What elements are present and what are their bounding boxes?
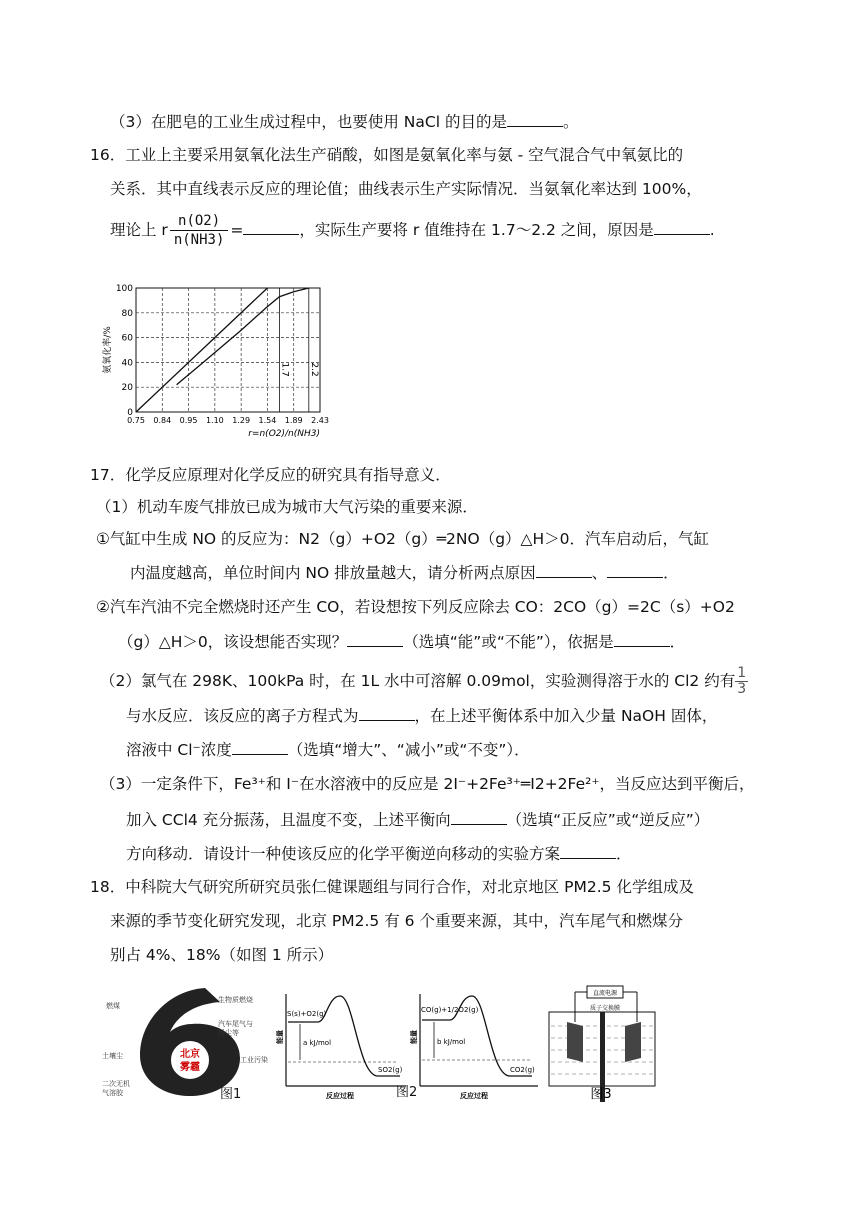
q16-line3 — [110, 212, 715, 249]
q17-p3-line2 — [126, 808, 709, 831]
plot-frame — [136, 288, 320, 412]
q17-p1b-line2 — [118, 630, 685, 653]
fig2a-energy: a kJ/mol — [303, 1039, 332, 1047]
fig3-power-label: 直流电源 — [592, 990, 618, 997]
q17-p1b-pre: （g）△H＞0，该设想能否实现？ — [118, 633, 348, 651]
q15-3-end: 。 — [562, 113, 579, 131]
q17-p2-line3-pre: 溶液中 Cl⁻浓度 — [126, 741, 232, 759]
fig1-left-4: 气溶胶 — [102, 1089, 123, 1097]
answer-blank[interactable] — [359, 704, 415, 721]
x-tick-label: 0.95 — [179, 416, 198, 425]
answer-blank[interactable] — [614, 630, 670, 647]
q17-p1b-line1: ②汽车汽油不完全燃烧时还产生 CO，若设想按下列反应除去 CO：2CO（g）=2C（s）+O2 — [96, 598, 735, 616]
one-third-fraction — [735, 666, 748, 697]
answer-blank[interactable] — [654, 218, 710, 235]
answer-blank[interactable] — [536, 561, 592, 578]
y-tick-label: 20 — [121, 383, 133, 394]
answer-blank[interactable] — [347, 630, 403, 647]
fig2a-ylabel: 能量 — [276, 1030, 284, 1044]
separator: 、 — [591, 564, 608, 582]
x-tick-label: 1.10 — [205, 416, 224, 425]
q17-p2-line3 — [126, 738, 530, 761]
y-tick-label: 60 — [121, 333, 133, 344]
figure-3-electrolysis — [545, 982, 660, 1102]
fig2a-reactant: S(s)+O2(g) — [287, 1010, 327, 1018]
answer-blank[interactable] — [507, 110, 563, 127]
q16-line2: 关系．其中直线表示反应的理论值；曲线表示生产实际情况．当氨氧化率达到 100%， — [110, 180, 702, 198]
figure-2b-energy — [412, 990, 540, 1105]
q17-p2-text: （2）氯气在 298K、100kPa 时，在 1L 水中可溶解 0.09mol，实验测得溶于水的 Cl2 约有 — [100, 672, 736, 690]
q18-line2: 来源的季节变化研究发现，北京 PM2.5 有 6 个重要来源，其中，汽车尾气和燃煤分 — [110, 912, 683, 930]
q17-p3-post: （选填“正反应”或“逆反应”） — [506, 811, 710, 829]
end-mark: ． — [669, 633, 686, 651]
q17-p1a-text: 内温度越高，单位时间内 NO 排放量越大，请分析两点原因 — [130, 564, 536, 582]
q17-p1a-line1: ①气缸中生成 NO 的反应为：N2（g）+O2（g）═2NO（g）△H＞0．汽车启动后，气缸 — [96, 530, 709, 548]
x-tick-label: 0.75 — [127, 416, 145, 425]
ammonia-oxidation-chart — [100, 280, 340, 446]
fig2b-energy: b kJ/mol — [437, 1038, 466, 1046]
q17-p2-post: ，在上述平衡体系中加入少量 NaOH 固体， — [414, 707, 718, 725]
y-tick-label: 100 — [115, 284, 133, 294]
q16-line3-post: ，实际生产要将 r 值维持在 1.7～2.2 之间，原因是 — [299, 221, 654, 239]
q15-3-text: （3）在肥皂的工业生成过程中，也要使用 NaCl 的目的是 — [110, 113, 507, 131]
q17-p2-line2 — [126, 704, 717, 727]
fig2b-xlabel: 反应过程 — [460, 1092, 488, 1100]
fig1-right-4: 工业污染 — [240, 1056, 268, 1064]
fig1-center-2: 雾霾 — [180, 1062, 200, 1073]
end-mark: ． — [616, 845, 632, 863]
fig1-label: 图1 — [220, 1087, 242, 1102]
q16-equals: = — [230, 221, 244, 239]
fig2a-product: SO2(g) — [378, 1066, 403, 1074]
x-tick-label: 0.84 — [153, 416, 172, 425]
q18-line1: 18．中科院大气研究所研究员张仁健课题组与同行合作，对北京地区 PM2.5 化学组成及 — [90, 878, 694, 896]
annotation-label: 1.7 — [279, 362, 290, 377]
fig2a-xlabel: 反应过程 — [326, 1092, 354, 1100]
q16-line3-end: . — [709, 221, 715, 239]
q15-3-line — [110, 110, 578, 133]
x-tick-label: 2.43 — [311, 416, 329, 425]
y-axis-label: 氨氧化率/% — [103, 326, 113, 374]
figure-1-pm25-sources — [100, 980, 275, 1102]
answer-blank[interactable] — [607, 561, 663, 578]
q17-p3-pre: 加入 CCl4 充分振荡，且温度不变，上述平衡向 — [126, 811, 451, 829]
x-tick-label: 1.29 — [232, 416, 251, 425]
y-tick-label: 0 — [127, 408, 133, 418]
y-tick-label: 80 — [121, 308, 133, 319]
pm25-six-shape — [140, 988, 240, 1096]
x-tick-label: 1.54 — [258, 416, 277, 425]
q17-p2-line1 — [100, 666, 748, 697]
x-axis-label: r=n(O2)/n(NH3) — [248, 429, 320, 439]
q17-p1b-mid: （选填“能”或“不能”），依据是 — [403, 633, 614, 651]
x-tick-label: 1.89 — [284, 416, 303, 425]
fig1-right-2: 汽车尾气与 — [218, 1020, 253, 1028]
answer-blank[interactable] — [560, 842, 616, 859]
fig1-left-1: 燃煤 — [106, 1002, 120, 1010]
fraction-numerator: n(O2) — [170, 212, 229, 231]
fig1-right-3: 扬尘等 — [218, 1029, 239, 1037]
fig2-label: 图2 — [396, 1085, 418, 1100]
fraction-numerator: 1 — [737, 665, 747, 681]
q16-line1: 16．工业上主要采用氨氧化法生产硝酸，如图是氨氧化率与氨 - 空气混合气中氧氨比的 — [90, 146, 684, 164]
fig1-left-3: 二次无机 — [102, 1080, 130, 1088]
q17-p3-line3 — [126, 842, 632, 865]
ratio-fraction — [170, 212, 229, 249]
y-tick-label: 40 — [121, 358, 133, 369]
fig2b-ylabel: 能量 — [410, 1030, 418, 1044]
fig2b-reactant: CO(g)+1/2O2(g) — [421, 1006, 479, 1014]
fig3-label: 图3 — [590, 1087, 612, 1102]
fig1-right-1: 生物质燃烧 — [218, 996, 253, 1004]
q17-p1: （1）机动车废气排放已成为城市大气污染的重要来源． — [96, 498, 478, 516]
q17-p3-line3-pre: 方向移动．请设计一种使该反应的化学平衡逆向移动的实验方案 — [126, 845, 561, 863]
q18-line3: 别占 4%、18%（如图 1 所示） — [110, 946, 334, 964]
q16-line3-pre: 理论上 r — [110, 221, 168, 239]
answer-blank[interactable] — [243, 218, 299, 235]
fig2b-product: CO2(g) — [510, 1066, 535, 1074]
q17-p1a-line2 — [130, 561, 679, 584]
figure-2a-energy — [278, 990, 408, 1105]
fig1-left-2: 土壤尘 — [102, 1052, 123, 1060]
fig1-center-1: 北京 — [180, 1049, 200, 1060]
answer-blank[interactable] — [451, 808, 507, 825]
answer-blank[interactable] — [232, 738, 288, 755]
fraction-denominator: 3 — [737, 681, 747, 697]
q17-p2-line3-post: （选填“增大”、“减小”或“不变”）． — [287, 741, 530, 759]
q17-p2-pre: 与水反应．该反应的离子方程式为 — [126, 707, 359, 725]
q17-p3-line1: （3）一定条件下，Fe³⁺和 I⁻在水溶液中的反应是 2I⁻+2Fe³⁺═I2+2Fe²⁺，当反应达到平衡后， — [100, 775, 755, 793]
annotation-label: 2.2 — [308, 362, 319, 377]
end-mark: ． — [663, 564, 679, 582]
fig3-membrane-label: 质子交换膜 — [589, 1005, 621, 1012]
q17-title: 17．化学反应原理对化学反应的研究具有指导意义． — [90, 466, 451, 484]
fraction-denominator: n(NH3) — [173, 232, 225, 248]
